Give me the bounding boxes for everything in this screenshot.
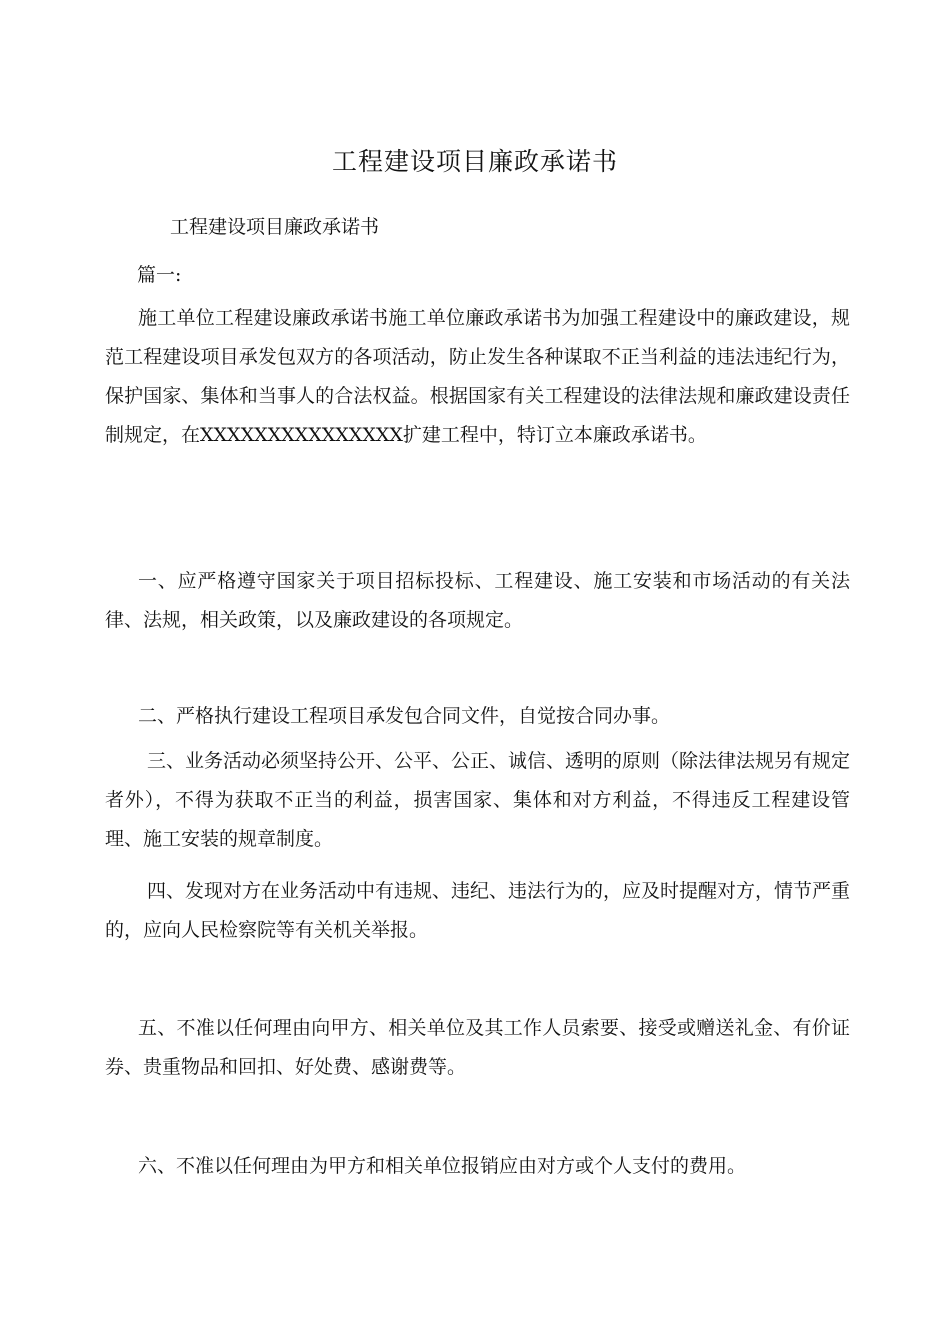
- document-title: 工程建设项目廉政承诺书: [331, 147, 618, 176]
- section-label: 篇一:: [137, 264, 182, 286]
- commitment-item-5: 五、不准以任何理由向甲方、相关单位及其工作人员索要、接受或赠送礼金、有价证券、贵重物品和回扣、好处费、感谢费等。: [105, 1017, 850, 1078]
- commitment-item-1: 一、应严格遵守国家关于项目招标投标、工程建设、施工安装和市场活动的有关法律、法规，相关政策，以及廉政建设的各项规定。: [105, 570, 850, 631]
- commitment-item-6: 六、不准以任何理由为甲方和相关单位报销应由对方或个人支付的费用。: [138, 1155, 747, 1177]
- commitment-item-3: 三、业务活动必须坚持公开、公平、公正、诚信、透明的原则（除法律法规另有规定者外），不得为获取不正当的利益，损害国家、集体和对方利益，不得违反工程建设管理、施工安装的规章制度。: [105, 750, 851, 850]
- commitment-item-4: 四、发现对方在业务活动中有违规、违纪、违法行为的，应及时提醒对方，情节严重的，应向人民检察院等有关机关举报。: [105, 880, 851, 941]
- intro-paragraph: 施工单位工程建设廉政承诺书施工单位廉政承诺书为加强工程建设中的廉政建设，规范工程建设项目承发包双方的各项活动，防止发生各种谋取不正当利益的违法违纪行为，保护国家、集体和当事人的合法权益。根据国家有关工程建设的法律法规和廉政建设责任制规定，在XXXXXXXXXXXXXXX扩建工程中，特订立本廉政承诺书。: [105, 307, 850, 446]
- document-subtitle: 工程建设项目廉政承诺书: [170, 216, 380, 238]
- commitment-item-2: 二、严格执行建设工程项目承发包合同文件，自觉按合同办事。: [138, 705, 671, 727]
